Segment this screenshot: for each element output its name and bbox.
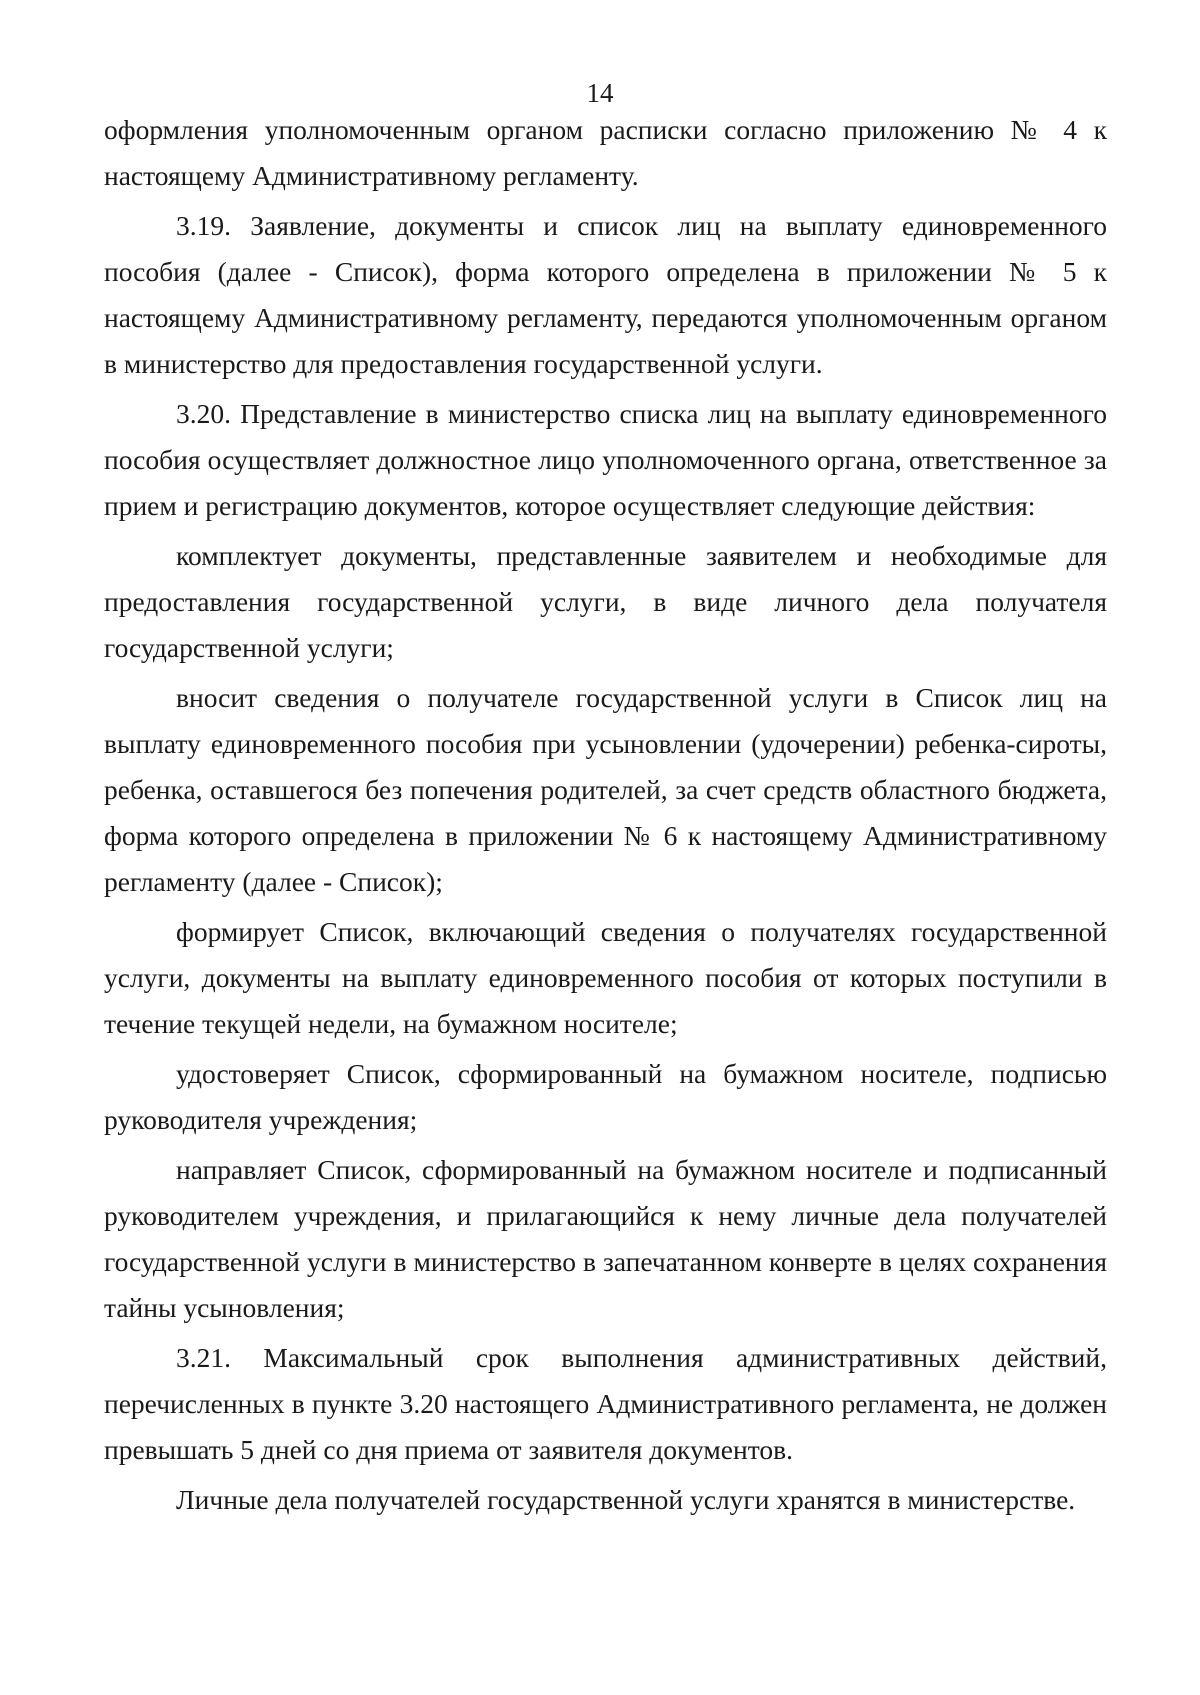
paragraph-storage: Личные дела получателей государственной услуги хранятся в министерстве. (176, 1484, 1076, 1515)
paragraph-3-19: 3.19. Заявление, документы и список лиц на выплату единовременного пособия (далее - Список), форма которого определена в приложении № 5 к настоящему Административному регламенту, передаются уполномоченным органом в министерство для предоставления государственной услуги. (104, 210, 1107, 379)
list-item-sends-list: направляет Список, сформированный на бумажном носителе и подписанный руководителем учреждения, и прилагающийся к нему личные дела получателей государственной услуги в министерство в запечатанном конверте в целях сохранения тайны усыновления; (104, 1154, 1107, 1323)
page-number: 14 (586, 78, 614, 108)
list-item-enters-information: вносит сведения о получателе государственной услуги в Список лиц на выплату единовременного пособия при усыновлении (удочерении) ребенка-сироты, ребенка, оставшегося без попечения родителей, за счет средств областного бюджета, форма которого определена в приложении № 6 к настоящему Административному регламенту (далее - Список); (104, 682, 1107, 897)
paragraph-3-21: 3.21. Максимальный срок выполнения административных действий, перечисленных в пункте 3.20 настоящего Административного регламента, не должен превышать 5 дней со дня приема от заявителя документов. (104, 1342, 1107, 1465)
document-body (104, 107, 1107, 1523)
list-item-assembles-documents: комплектует документы, представленные заявителем и необходимые для предоставления государственной услуги, в виде личного дела получателя государственной услуги; (104, 540, 1107, 663)
list-item-forms-list: формирует Список, включающий сведения о получателях государственной услуги, документы на выплату единовременного пособия от которых поступили в течение текущей недели, на бумажном носителе; (104, 916, 1107, 1039)
list-item-certifies-list: удостоверяет Список, сформированный на бумажном носителе, подписью руководителя учреждения; (104, 1058, 1107, 1135)
paragraph-continuation: оформления уполномоченным органом расписки согласно приложению № 4 к настоящему Административному регламенту. (104, 114, 1107, 191)
paragraph-3-20: 3.20. Представление в министерство списка лиц на выплату единовременного пособия осуществляет должностное лицо уполномоченного органа, ответственное за прием и регистрацию документов, которое осуществляет следующие действия: (104, 398, 1107, 521)
